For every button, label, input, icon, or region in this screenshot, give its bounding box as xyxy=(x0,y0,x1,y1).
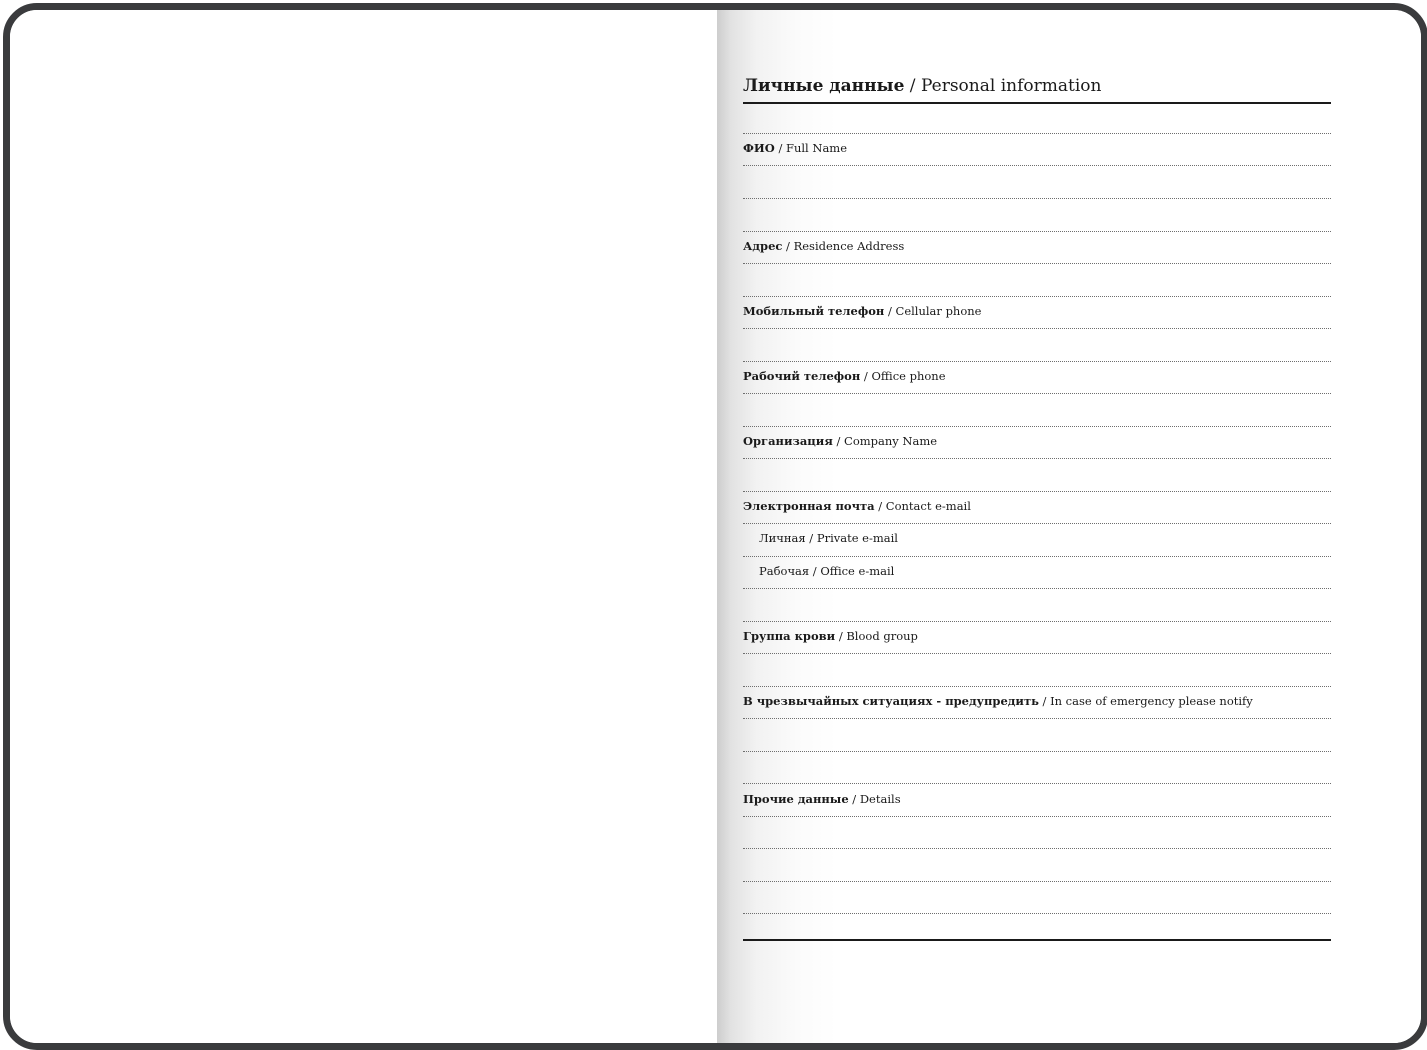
form-line[interactable] xyxy=(743,881,1331,882)
field-label-private-email xyxy=(759,531,898,545)
label-separator: / xyxy=(782,239,794,253)
form-line[interactable] xyxy=(743,848,1331,849)
field-label-blood-group xyxy=(743,629,918,643)
left-page xyxy=(10,10,717,1043)
form-line[interactable] xyxy=(743,523,1331,524)
page-title xyxy=(743,76,1331,104)
label-en: Office e-mail xyxy=(820,564,895,578)
label-separator: / xyxy=(805,531,817,545)
label-separator: / xyxy=(832,434,845,448)
label-en: Blood group xyxy=(846,629,918,643)
field-label-office-phone xyxy=(743,369,946,383)
form-line[interactable] xyxy=(743,165,1331,166)
form-line[interactable] xyxy=(743,393,1331,394)
field-label-mobile-phone xyxy=(743,304,981,318)
label-ru: ФИО xyxy=(743,141,775,155)
label-separator: / xyxy=(809,564,821,578)
form-line[interactable] xyxy=(743,783,1331,784)
form-line[interactable] xyxy=(743,556,1331,557)
form-line[interactable] xyxy=(743,458,1331,459)
form-line[interactable] xyxy=(743,621,1331,622)
field-label-address xyxy=(743,239,904,253)
form-line[interactable] xyxy=(743,751,1331,752)
label-en: Full Name xyxy=(785,141,848,155)
form-line[interactable] xyxy=(743,361,1331,362)
label-separator: / xyxy=(848,792,860,806)
form-line[interactable] xyxy=(743,718,1331,719)
field-label-email xyxy=(743,499,971,513)
label-en: Cellular phone xyxy=(895,304,982,318)
label-ru: Рабочая xyxy=(759,564,810,578)
label-ru: Организация xyxy=(743,434,833,448)
field-label-details xyxy=(743,792,901,806)
bottom-rule xyxy=(743,939,1331,941)
label-ru: Личная xyxy=(759,531,806,545)
label-en: Residence Address xyxy=(793,239,905,253)
form-line[interactable] xyxy=(743,231,1331,232)
form-line[interactable] xyxy=(743,588,1331,589)
form-line[interactable] xyxy=(743,426,1331,427)
field-label-full-name xyxy=(743,141,847,155)
label-separator: / xyxy=(884,304,896,318)
label-en: Contact e-mail xyxy=(885,499,971,513)
label-separator: / xyxy=(874,499,886,513)
form-line[interactable] xyxy=(743,133,1331,134)
label-ru: Адрес xyxy=(743,239,783,253)
form-line[interactable] xyxy=(743,198,1331,199)
label-en: Details xyxy=(859,792,901,806)
form-line[interactable] xyxy=(743,686,1331,687)
label-ru: Прочие данные xyxy=(743,792,849,806)
label-separator: / xyxy=(774,141,786,155)
label-en: Office phone xyxy=(871,369,946,383)
label-separator: / xyxy=(860,369,872,383)
label-ru: Электронная почта xyxy=(743,499,875,513)
form-line[interactable] xyxy=(743,913,1331,914)
form-line[interactable] xyxy=(743,653,1331,654)
field-label-emergency xyxy=(743,694,1253,708)
label-separator: / xyxy=(835,629,847,643)
label-ru: Группа крови xyxy=(743,629,836,643)
page-title-separator: / xyxy=(904,76,921,96)
form-line[interactable] xyxy=(743,296,1331,297)
field-label-company xyxy=(743,434,937,448)
form-line[interactable] xyxy=(743,816,1331,817)
label-ru: В чрезвычайных ситуациях - предупредить xyxy=(743,694,1039,708)
page-title-ru: Личные данные xyxy=(743,76,905,96)
field-label-office-email xyxy=(759,564,894,578)
form-line[interactable] xyxy=(743,263,1331,264)
page-title-en: Personal information xyxy=(920,76,1102,96)
notebook-spread xyxy=(3,3,1427,1050)
form-line[interactable] xyxy=(743,491,1331,492)
label-en: Private e-mail xyxy=(816,531,898,545)
label-en: Company Name xyxy=(844,434,938,448)
label-en: In case of emergency please notify xyxy=(1050,694,1253,708)
label-separator: / xyxy=(1038,694,1051,708)
form-line[interactable] xyxy=(743,328,1331,329)
label-ru: Рабочий телефон xyxy=(743,369,861,383)
label-ru: Мобильный телефон xyxy=(743,304,885,318)
